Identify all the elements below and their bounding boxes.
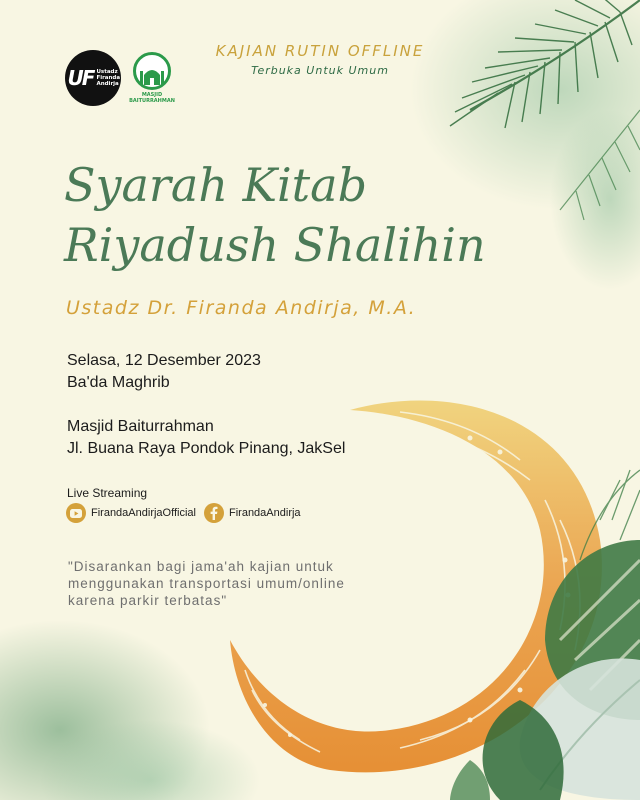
title-line-1: Syarah Kitab: [64, 158, 368, 212]
event-type-heading: KAJIAN RUTIN OFFLINE: [215, 42, 425, 60]
uf-logo: [65, 50, 121, 106]
transport-advice-note: [68, 558, 448, 609]
facebook-icon: [204, 503, 224, 523]
venue-address: Jl. Buana Raya Pondok Pinang, JakSel: [67, 440, 346, 457]
masjid-logo: [127, 52, 177, 112]
live-streaming-label: Live Streaming: [67, 486, 148, 500]
youtube-icon: [66, 503, 86, 523]
mosque-icon: [133, 52, 171, 90]
uf-logo-mark: UF: [67, 66, 94, 90]
title-line-2: Riyadush Shalihin: [64, 218, 486, 272]
uf-logo-text: Ustadz Firanda Andirja: [96, 69, 121, 87]
open-to-public-subheading: Terbuka Untuk Umum: [251, 64, 389, 77]
note-line-3: karena parkir terbatas": [68, 593, 228, 608]
youtube-channel-name: FirandaAndirjaOfficial: [91, 507, 196, 519]
event-time: Ba'da Maghrib: [67, 374, 170, 391]
note-line-2: menggunakan transportasi umum/online: [68, 576, 345, 591]
facebook-page-name: FirandaAndirja: [229, 507, 301, 519]
youtube-channel-link[interactable]: [66, 503, 196, 523]
masjid-logo-caption: MASJID BAITURRAHMAN: [129, 92, 175, 104]
speaker-name: Ustadz Dr. Firanda Andirja, M.A.: [66, 297, 417, 319]
venue-name: Masjid Baiturrahman: [67, 418, 214, 435]
facebook-page-link[interactable]: [204, 503, 301, 523]
note-line-1: "Disarankan bagi jama'ah kajian untuk: [68, 559, 334, 574]
event-date: Selasa, 12 Desember 2023: [67, 352, 261, 369]
